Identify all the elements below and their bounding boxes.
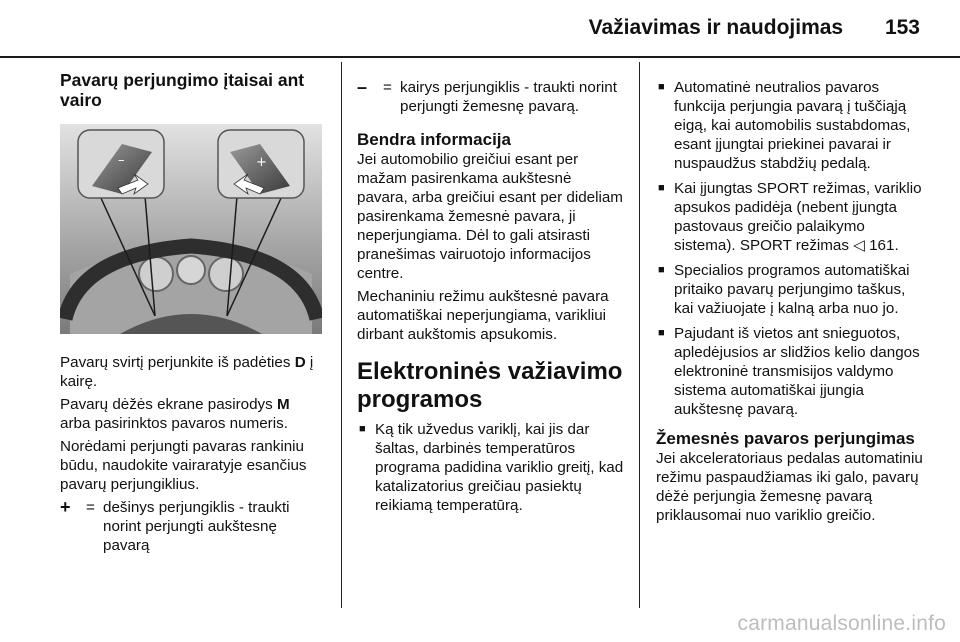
list-item: ■ Pajudant iš vietos ant snieguotos, apledėjusios ar slidžios kelio dangos elektroninė transmisijos valdymo sistema automatiškai įjungia aukštesnę pavarą. bbox=[656, 324, 924, 419]
list-item: ■ Specialios programos automatiškai pritaiko pavarų perjungimo taškus, kai važiuojate į kalną arba nuo jo. bbox=[656, 261, 924, 318]
text-segment: arba pasirinktos pavaros numeris. bbox=[60, 415, 288, 432]
legend-minus-text: kairys perjungiklis - traukti norint perjungti žemesnę pavarą. bbox=[400, 79, 617, 115]
page-reference-icon[interactable]: ◁ bbox=[853, 237, 865, 254]
text-segment: Pavarų svirtį perjunkite iš padėties bbox=[60, 354, 295, 371]
gear-letter-d: D bbox=[294, 354, 306, 371]
paragraph-manual: Norėdami perjungti pavaras rankiniu būdu, naudokite vairaratyje esančius pavarų perjungiklius. bbox=[60, 438, 307, 493]
page-number: 153 bbox=[884, 16, 920, 39]
list-item bbox=[656, 179, 924, 255]
column-1 bbox=[60, 70, 322, 555]
text-segment: Pavarų dėžės ekrane pasirodys bbox=[60, 396, 277, 413]
paragraph-downshift: Jei akceleratoriaus pedalas automatiniu režimu paspaudžiamas iki galo, pavarų dėžė perjungia žemesnę pavarą priklausomai nuo variklio greičio. bbox=[656, 450, 923, 524]
watermark: carmanualsonline.info bbox=[737, 612, 946, 635]
section-heading-paddles: Pavarų perjungimo įtaisai ant vairo bbox=[60, 70, 305, 110]
list-item: ■ Ką tik užvedus variklį, kai jis dar šaltas, darbinės temperatūros programa padidina variklio greitį, kad katalizatorius greičiau pasiektų reikiamą temperatūrą. bbox=[357, 420, 625, 515]
paragraph-mechanical: Mechaniniu režimu aukštesnė pavara automatiškai neperjungiama, varikliui dirbant aukštomis apsukomis. bbox=[357, 288, 609, 343]
column-3 bbox=[656, 78, 924, 529]
heading-general-info: Bendra informacija bbox=[357, 130, 511, 149]
legend-minus bbox=[357, 78, 625, 116]
heading-downshift: Žemesnės pavaros perjungimas bbox=[656, 429, 915, 448]
equals-sign: = bbox=[86, 499, 95, 516]
header-rule bbox=[0, 56, 960, 58]
chapter-title: Važiavimas ir naudojimas bbox=[588, 16, 844, 39]
gear-letter-m: M bbox=[276, 396, 290, 413]
page-reference-number[interactable]: 161. bbox=[864, 237, 899, 254]
minus-icon: – bbox=[357, 77, 368, 97]
paragraph-general: Jei automobilio greičiui esant per mažam pasirenkama aukštesnė pavara, arba greičiui esant per dideliam pasirenkama žemesnė pavara, ji neperjungiama. Dėl to gali atsirasti pranešimas vairuotojo informacijos centre. bbox=[357, 151, 623, 282]
bullet-list bbox=[656, 78, 924, 419]
legend-plus bbox=[60, 498, 322, 555]
paragraph-select-m bbox=[60, 353, 322, 391]
steering-wheel-paddles-illustration bbox=[60, 124, 322, 334]
bullet-list bbox=[357, 420, 625, 515]
svg-text:–: – bbox=[118, 153, 125, 168]
column-divider-1 bbox=[341, 62, 342, 608]
heading-electronic-programs: Elektroninės važiavimo programos bbox=[357, 358, 623, 413]
paragraph-display bbox=[60, 395, 322, 433]
legend-plus-text: dešinys perjungiklis - traukti norint perjungti aukštesnę pavarą bbox=[103, 499, 290, 554]
text-segment: Kai įjungtas SPORT režimas, variklio apsukos padidėja (nebent įjungta pastovaus greičio palaikymo sistema). SPORT režimas bbox=[674, 180, 922, 254]
column-2 bbox=[357, 78, 625, 521]
equals-sign: = bbox=[383, 79, 392, 96]
page-header bbox=[589, 16, 920, 40]
list-item: ■ Automatinė neutralios pavaros funkcija perjungia pavarą į tuščiąją eigą, kai automobilis sustabdomas, esant įjungtai priekinei pavarai ir nuspaudžus stabdžių pedalą. bbox=[656, 78, 924, 173]
plus-icon: + bbox=[60, 497, 71, 517]
svg-text:+: + bbox=[256, 155, 267, 170]
column-divider-2 bbox=[639, 62, 640, 608]
text-segment: į kairę. bbox=[60, 354, 314, 390]
